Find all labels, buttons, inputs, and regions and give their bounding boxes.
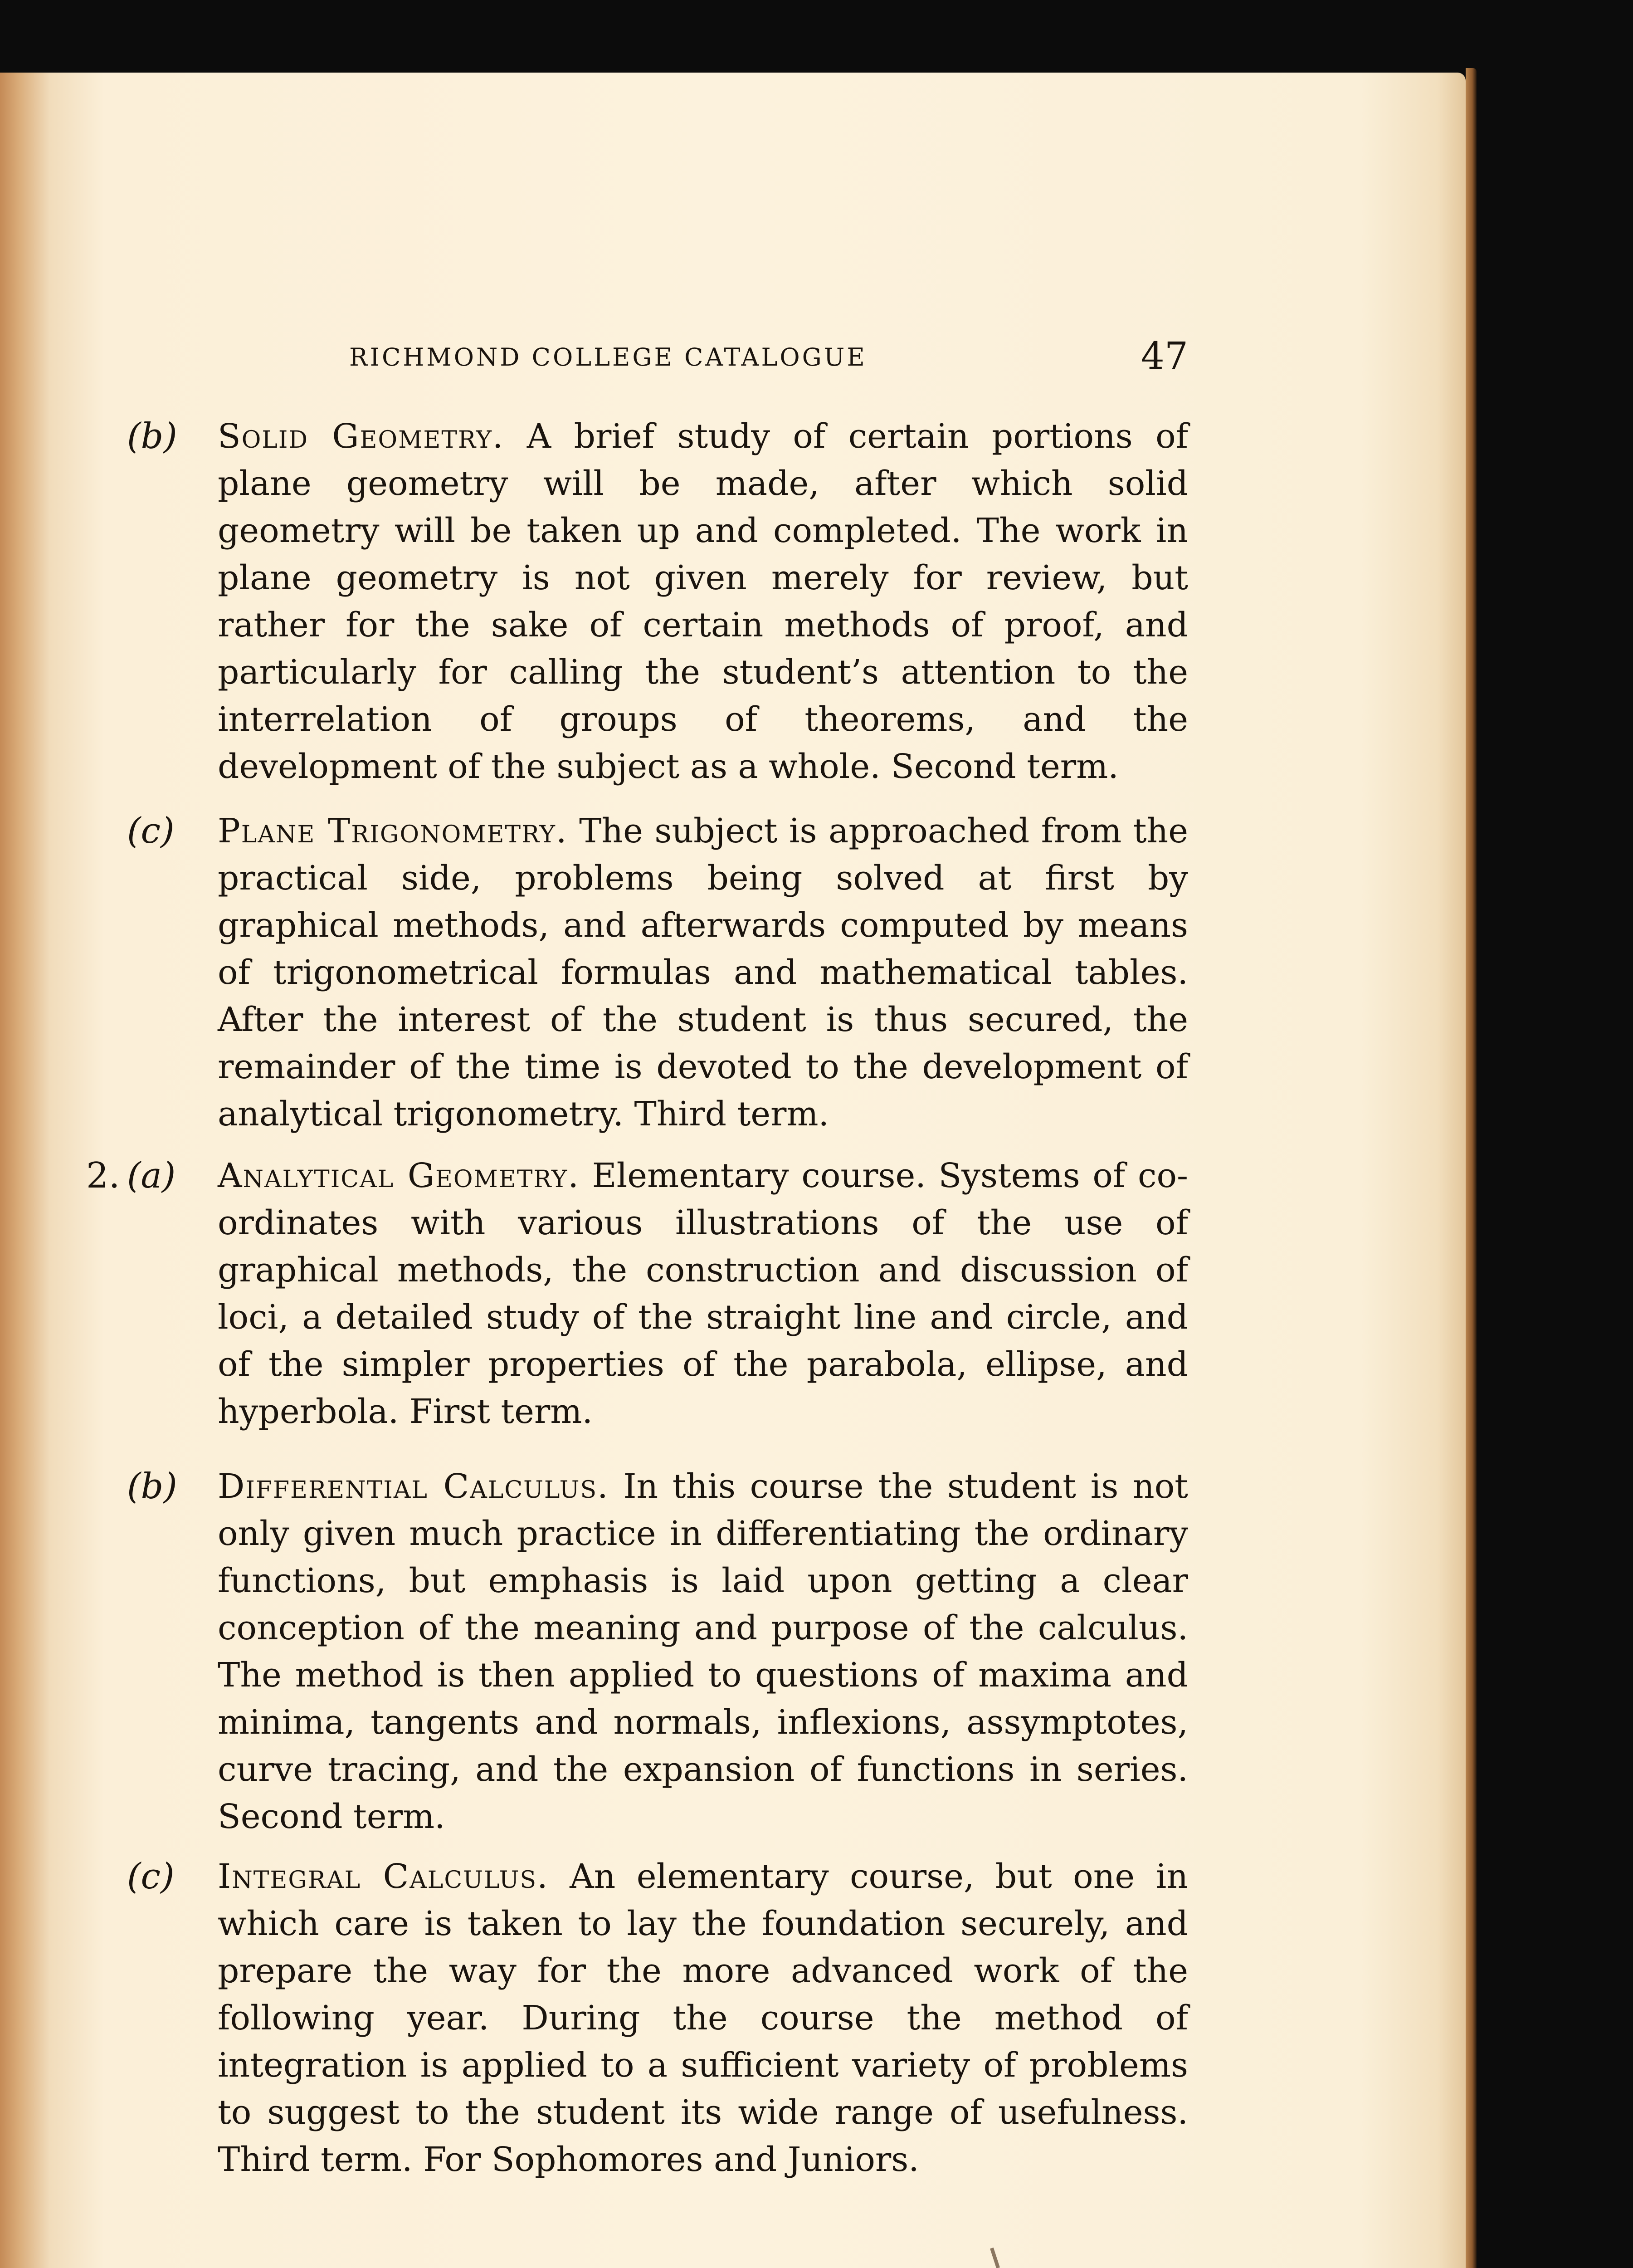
item-letter: (c) (127, 811, 175, 851)
course-item-plane-trigonometry (127, 807, 1188, 1138)
item-heading: Analytical Geometry. (218, 1156, 580, 1195)
course-item-solid-geometry (127, 413, 1188, 790)
item-text: In this course the student is not only given much practice in differentiating the ordinary functions, but emphasis is laid upon getting a clear conception of the meaning and purpose of the calculus. The method is then applied to questions of maxima and minima, tangents and normals, inflexions, assymptotes, curve tracing, and the expansion of functions in series. Second term. (218, 1467, 1188, 1836)
item-letter: (b) (127, 1466, 177, 1507)
item-text: Elementary course. Systems of co-ordinates with various illustrations of the use of graphical methods, the construction and discussion of loci, a detailed study of the straight line and circle, and of the simpler properties of the parabola, ellipse, and hyperbola. First term. (218, 1156, 1189, 1431)
page-number: 47 (1141, 335, 1188, 378)
item-heading: Plane Trigonometry. (218, 811, 568, 850)
item-letter: (b) (127, 416, 177, 457)
item-text: An elementary course, but one in which care is taken to lay the foundation securely, and prepare the way for the more advanced work of the following year. During the course the method of integration is applied to a sufficient variety of problems to suggest to the student its wide range of usefulness. Third term. For Sophomores and Juniors. (218, 1857, 1188, 2179)
item-body (218, 807, 1188, 1138)
item-text: The subject is approached from the practical side, problems being solved at first by graphical methods, and afterwards computed by means of trigonometrical formulas and mathematical tables. After the interest of the student is thus secured, the remainder of the time is devoted to the development of analytical trigonometry. Third term. (218, 811, 1188, 1134)
item-heading: Integral Calculus. (218, 1857, 549, 1896)
course-item-differential-calculus (127, 1463, 1188, 1840)
item-heading: Differential Calculus. (218, 1467, 609, 1506)
course-item-integral-calculus (127, 1853, 1188, 2183)
item-letter: (c) (127, 1856, 175, 1897)
item-text: A brief study of certain portions of plane geometry will be made, after which solid geometry will be taken up and completed. The work in plane geometry is not given merely for review, but rather for the sake of certain methods of proof, and particularly for calling the student’s attention to the interrelation of groups of theorems, and the development of the subject as a whole. Second term. (218, 417, 1189, 786)
course-item-analytical-geometry (86, 1152, 1189, 1435)
item-letter: (a) (127, 1155, 176, 1196)
item-heading: Solid Geometry. (218, 417, 504, 456)
item-body (218, 413, 1188, 790)
page-edge (1466, 68, 1477, 2268)
running-title: RICHMOND COLLEGE CATALOGUE (349, 343, 867, 371)
item-body (218, 1152, 1188, 1435)
item-body (218, 1463, 1188, 1840)
item-number: 2. (86, 1155, 120, 1196)
page-header (349, 335, 1188, 385)
item-body (218, 1853, 1188, 2183)
